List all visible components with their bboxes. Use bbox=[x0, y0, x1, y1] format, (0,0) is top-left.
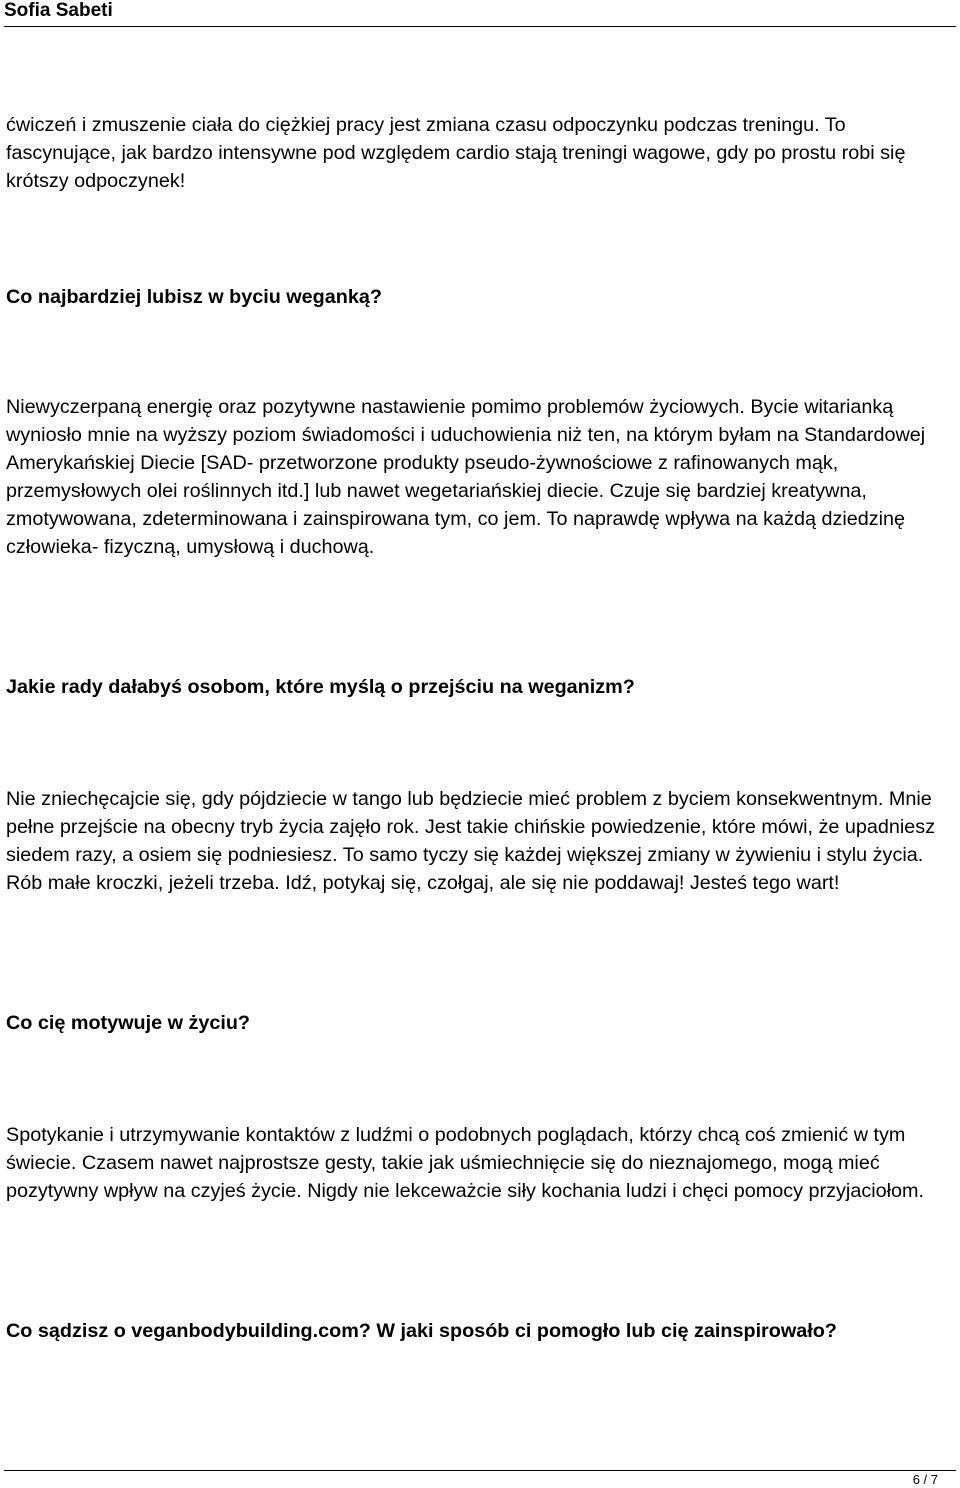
answer-paragraph-2: Nie zniechęcajcie się, gdy pójdziecie w tango lub będziecie mieć problem z byciem konsekwentnym. Mnie pełne przejście na obecny tryb życia zajęło rok. Jest takie chińskie powiedzenie, które mówi, że upadniesz siedem razy, a osiem się podniesiesz. To samo tyczy się każdej większej zmiany w żywieniu i stylu życia. Rób małe kroczki, jeżeli trzeba. Idź, potykaj się, czołgaj, ale się nie poddawaj! Jesteś tego wart! bbox=[6, 788, 936, 894]
header-divider bbox=[4, 26, 956, 27]
answer-paragraph-3: Spotykanie i utrzymywanie kontaktów z ludźmi o podobnych poglądach, którzy chcą coś zmienić w tym świecie. Czasem nawet najprostsze gesty, takie jak uśmiechnięcie się do nieznajomego, mogą mieć pozytywny wpływ na czyjeś życie. Nigdy nie lekceważcie siły kochania ludzi i chęci pomocy przyjaciołom. bbox=[6, 1124, 924, 1202]
author-name: Sofia Sabeti bbox=[4, 0, 113, 21]
paragraph-intro: ćwiczeń i zmuszenie ciała do ciężkiej pracy jest zmiana czasu odpoczynku podczas treningu. To fascynujące, jak bardzo intensywne pod względem cardio stają treningi wagowe, gdy po prostu robi się krótszy odpoczynek! bbox=[6, 114, 906, 192]
answer-paragraph-1: Niewyczerpaną energię oraz pozytywne nastawienie pomimo problemów życiowych. Bycie witarianką wyniosło mnie na wyższy poziom świadomości i uduchowienia niż ten, na którym byłam na Standardowej Amerykańskiej Diecie [SAD- przetworzone produkty pseudo-żywnościowe z rafinowanych mąk, przemysłowych olei roślinnych itd.] lub nawet wegetariańskiej diecie. Czuje się bardziej kreatywna, zmotywowana, zdeterminowana i zainspirowana tym, co jem. To naprawdę wpływa na każdą dziedzinę człowieka- fizyczną, umysłową i duchową. bbox=[6, 396, 926, 558]
footer-divider bbox=[4, 1470, 956, 1471]
question-heading-1: Co najbardziej lubisz w byciu weganką? bbox=[6, 286, 382, 308]
question-heading-2: Jakie rady dałabyś osobom, które myślą o przejściu na weganizm? bbox=[6, 676, 635, 698]
question-heading-3: Co cię motywuje w życiu? bbox=[6, 1012, 251, 1034]
page-number: 6 / 7 bbox=[912, 1472, 938, 1487]
question-heading-4: Co sądzisz o veganbodybuilding.com? W jaki sposób ci pomogło lub cię zainspirowało? bbox=[6, 1320, 837, 1342]
